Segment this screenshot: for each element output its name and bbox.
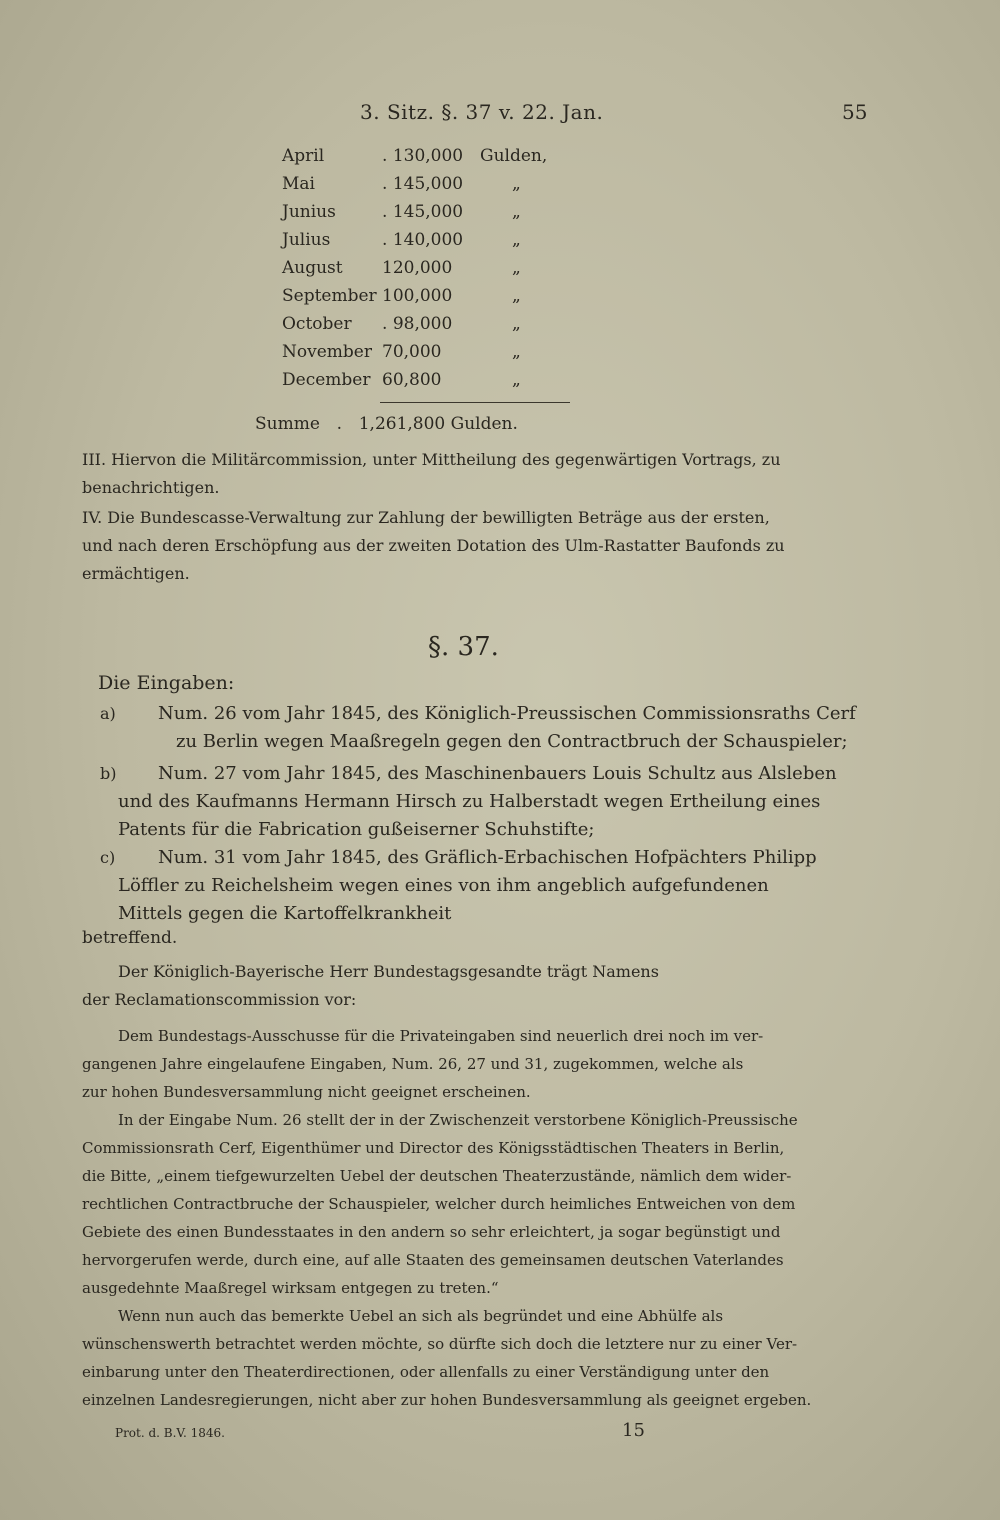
month-value: 120,000 xyxy=(382,258,453,278)
month-unit: „ xyxy=(512,342,521,362)
text-line: und nach deren Erschöpfung aus der zweiten Dotation des Ulm-Rastatter Baufonds zu xyxy=(82,536,785,555)
page-number: 55 xyxy=(842,100,868,124)
item-letter-c: c) xyxy=(100,848,116,867)
list-item-b xyxy=(118,760,874,844)
month-unit: „ xyxy=(512,174,521,194)
month-unit: „ xyxy=(512,202,521,222)
month-name: Julius xyxy=(282,230,331,250)
month-value: . 98,000 xyxy=(382,314,453,334)
month-name: Junius xyxy=(282,202,336,222)
text-line: zu Berlin wegen Maaßregeln gegen den Contractbruch der Schauspieler; xyxy=(176,731,848,752)
month-unit: „ xyxy=(512,230,521,250)
month-unit: „ xyxy=(512,314,521,334)
month-name: October xyxy=(282,314,352,334)
paragraph-dem xyxy=(82,1022,874,1106)
month-name: November xyxy=(282,342,372,362)
sum-value: 1,261,800 Gulden. xyxy=(358,414,518,434)
text-line: rechtlichen Contractbruche der Schauspieler, welcher durch heimliches Entweichen von dem xyxy=(82,1195,796,1213)
text-line: Patents für die Fabrication gußeiserner Schuhstifte; xyxy=(118,819,595,840)
paragraph-iii xyxy=(82,446,874,502)
text-line: der Reclamationscommission vor: xyxy=(82,990,357,1009)
text-line: IV. Die Bundescasse-Verwaltung zur Zahlung der bewilligten Beträge aus der ersten, xyxy=(82,508,770,527)
item-letter-b: b) xyxy=(100,764,117,783)
paragraph-in xyxy=(82,1106,874,1302)
text-line: III. Hiervon die Militärcommission, unter Mittheilung des gegenwärtigen Vortrags, zu xyxy=(82,450,781,469)
text-line: gangenen Jahre eingelaufene Eingaben, Num. 26, 27 und 31, zugekommen, welche als xyxy=(82,1055,744,1073)
text-line: Der Königlich-Bayerische Herr Bundestagsgesandte trägt Namens xyxy=(118,962,659,981)
month-value: 70,000 xyxy=(382,342,442,362)
sheet-number: 15 xyxy=(622,1420,645,1441)
text-line: Num. 27 vom Jahr 1845, des Maschinenbauers Louis Schultz aus Alsleben xyxy=(158,763,837,784)
list-item-a xyxy=(158,700,874,756)
month-unit: Gulden, xyxy=(480,146,548,166)
text-line: ausgedehnte Maaßregel wirksam entgegen zu treten.“ xyxy=(82,1279,499,1297)
text-line: In der Eingabe Num. 26 stellt der in der Zwischenzeit verstorbene Königlich-Preussische xyxy=(118,1111,798,1129)
text-line: einbarung unter den Theaterdirectionen, oder allenfalls zu einer Verständigung unter den xyxy=(82,1363,770,1381)
paragraph-wenn xyxy=(82,1302,874,1414)
text-line: wünschenswerth betrachtet werden möchte, so dürfte sich doch die letztere nur zu einer Ver- xyxy=(82,1335,798,1353)
month-name: September xyxy=(282,286,377,306)
sum-line xyxy=(255,414,518,434)
list-item-c xyxy=(118,844,874,928)
signature-mark: Prot. d. B.V. 1846. xyxy=(115,1426,225,1440)
month-name: August xyxy=(282,258,343,278)
text-line: Mittels gegen die Kartoffelkrankheit xyxy=(118,903,452,924)
text-line: Wenn nun auch das bemerkte Uebel an sich als begründet und eine Abhülfe als xyxy=(118,1307,724,1325)
section-title: §. 37. xyxy=(428,632,499,662)
betreffend: betreffend. xyxy=(82,928,178,948)
eingaben-label: Die Eingaben: xyxy=(98,672,235,694)
text-line: benachrichtigen. xyxy=(82,478,220,497)
text-line: Dem Bundestags-Ausschusse für die Privateingaben sind neuerlich drei noch im ver- xyxy=(118,1027,764,1045)
text-line: hervorgerufen werde, durch eine, auf alle Staaten des gemeinsamen deutschen Vaterlandes xyxy=(82,1251,784,1269)
text-line: Löffler zu Reichelsheim wegen eines von ihm angeblich aufgefundenen xyxy=(118,875,769,896)
text-line: Num. 26 vom Jahr 1845, des Königlich-Preussischen Commissionsraths Cerf xyxy=(158,703,856,724)
month-value: 60,800 xyxy=(382,370,442,390)
sum-rule xyxy=(380,402,570,403)
text-line: einzelnen Landesregierungen, nicht aber zur hohen Bundesversammlung als geeignet ergeben. xyxy=(82,1391,812,1409)
month-value: . 145,000 xyxy=(382,202,464,222)
month-name: December xyxy=(282,370,371,390)
month-value: 100,000 xyxy=(382,286,453,306)
month-name: April xyxy=(282,146,325,166)
running-title: 3. Sitz. §. 37 v. 22. Jan. xyxy=(360,100,604,124)
text-line: und des Kaufmanns Hermann Hirsch zu Halberstadt wegen Ertheilung eines xyxy=(118,791,821,812)
month-unit: „ xyxy=(512,258,521,278)
month-unit: „ xyxy=(512,286,521,306)
text-line: Commissionsrath Cerf, Eigenthümer und Director des Königsstädtischen Theaters in Berlin, xyxy=(82,1139,785,1157)
text-line: Num. 31 vom Jahr 1845, des Gräflich-Erbachischen Hofpächters Philipp xyxy=(158,847,817,868)
item-letter-a: a) xyxy=(100,704,116,723)
month-name: Mai xyxy=(282,174,315,194)
month-value: . 140,000 xyxy=(382,230,464,250)
paragraph-iv xyxy=(82,504,874,588)
month-value: . 145,000 xyxy=(382,174,464,194)
text-line: zur hohen Bundesversammlung nicht geeignet erscheinen. xyxy=(82,1083,531,1101)
text-line: ermächtigen. xyxy=(82,564,190,583)
sum-label: Summe xyxy=(255,414,320,434)
month-value: . 130,000 xyxy=(382,146,464,166)
paragraph-gesandte xyxy=(82,958,874,1014)
sum-dot: . xyxy=(336,414,343,434)
month-unit: „ xyxy=(512,370,521,390)
text-line: die Bitte, „einem tiefgewurzelten Uebel der deutschen Theaterzustände, nämlich dem wider- xyxy=(82,1167,792,1185)
text-line: Gebiete des einen Bundesstaates in den andern so sehr erleichtert, ja sogar begünstigt und xyxy=(82,1223,781,1241)
